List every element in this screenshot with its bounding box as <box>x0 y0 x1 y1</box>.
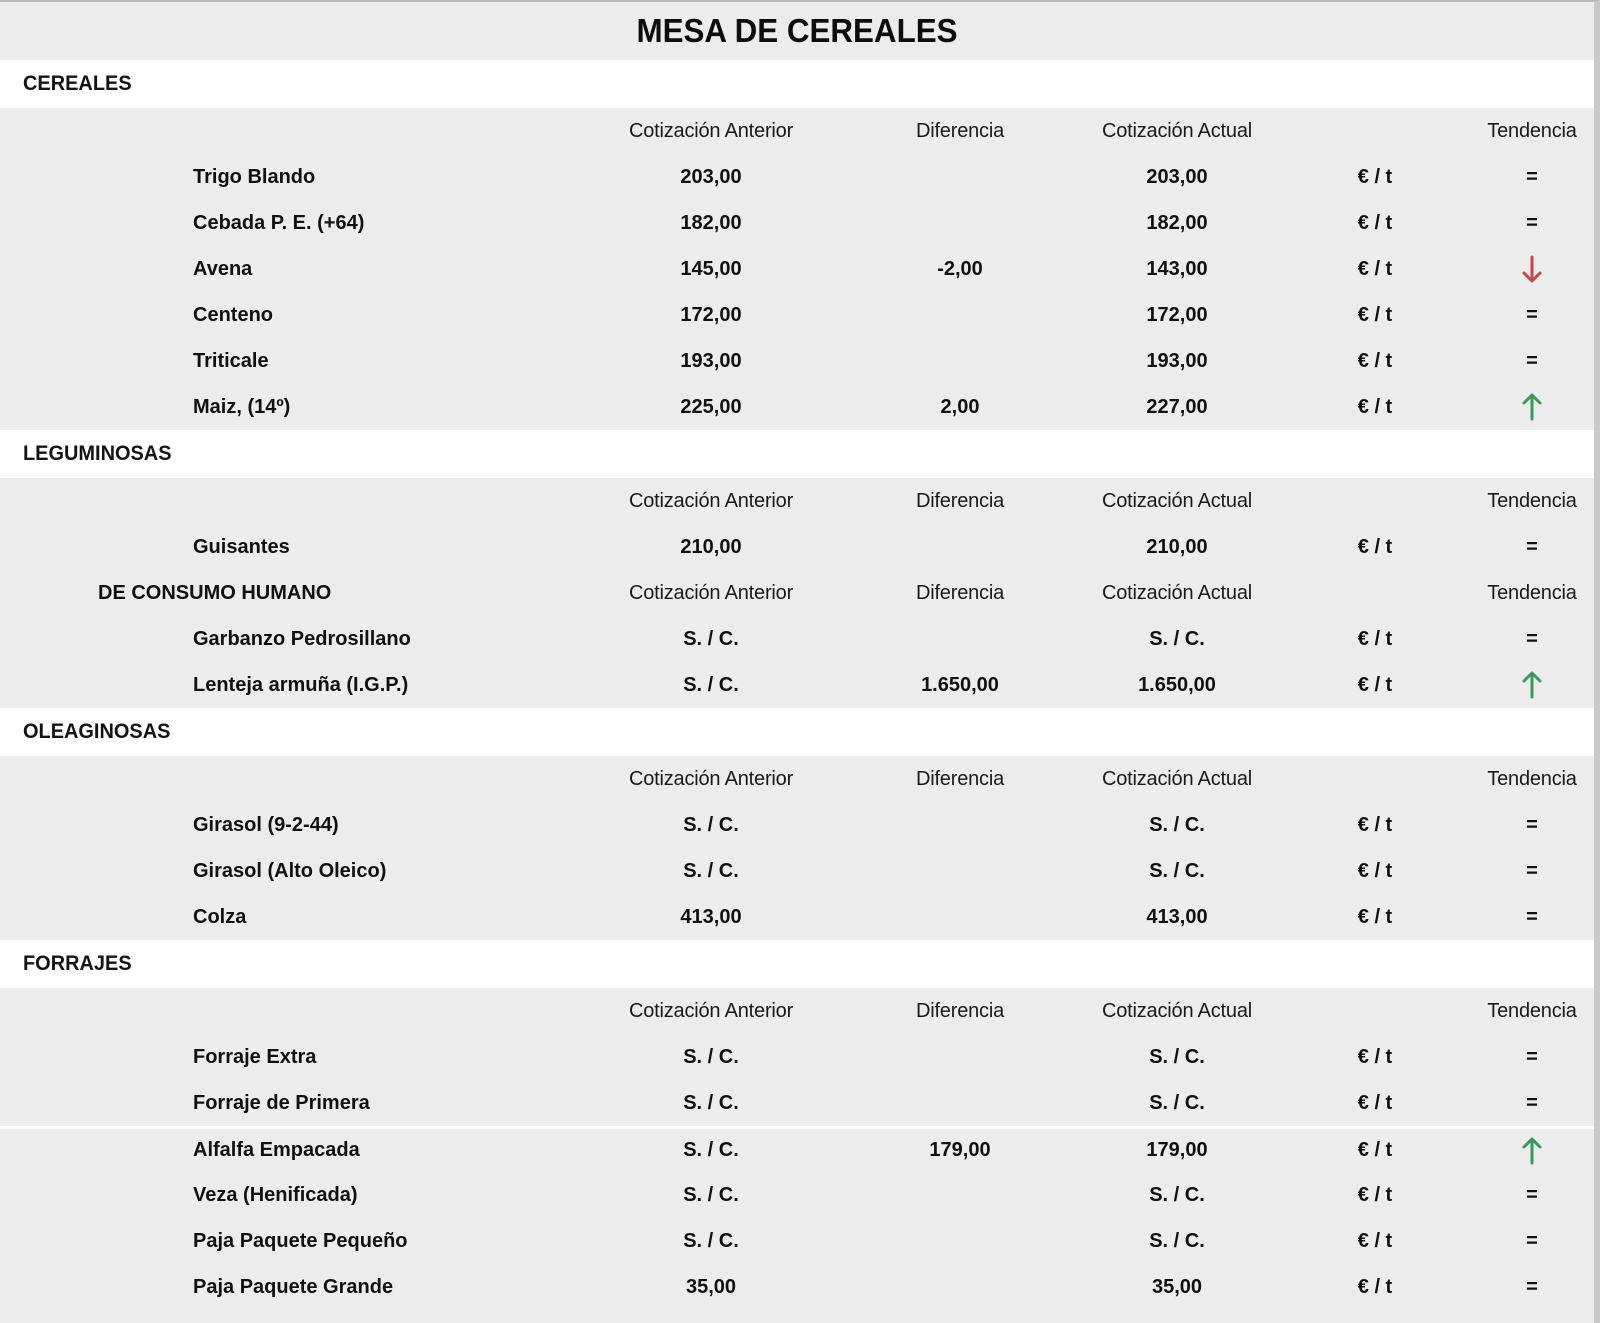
price-difference <box>900 802 1020 848</box>
price-difference <box>900 1034 1020 1080</box>
price-unit: € / t <box>1357 627 1393 650</box>
product-name: Paja Paquete Pequeño <box>193 1229 408 1252</box>
trend-indicator <box>1480 1218 1584 1264</box>
table-row <box>0 802 1594 848</box>
trend-indicator <box>1480 246 1584 292</box>
trend-indicator <box>1480 1264 1584 1310</box>
price-difference: 1.650,00 <box>921 673 999 696</box>
trend-indicator <box>1480 1034 1584 1080</box>
price-difference <box>900 338 1020 384</box>
column-header-trend: Tendencia <box>1487 581 1577 604</box>
current-price: 179,00 <box>1146 1139 1208 1161</box>
section-header-cereales <box>0 60 1594 108</box>
price-unit: € / t <box>1357 673 1393 696</box>
current-price: 203,00 <box>1146 165 1208 188</box>
column-header-row <box>0 108 1594 154</box>
previous-price: 225,00 <box>680 395 742 418</box>
table-row <box>0 524 1594 570</box>
current-price: S. / C. <box>1149 1229 1205 1252</box>
table-row <box>0 292 1594 338</box>
section-title: LEGUMINOSAS <box>23 442 172 465</box>
column-header-diff: Diferencia <box>915 119 1005 142</box>
current-price: S. / C. <box>1149 813 1205 836</box>
section-header-oleaginosas <box>0 708 1594 756</box>
price-unit: € / t <box>1357 1045 1393 1068</box>
trend-indicator <box>1480 848 1584 894</box>
previous-price: S. / C. <box>683 859 739 882</box>
price-unit: € / t <box>1357 257 1393 280</box>
price-difference <box>900 848 1020 894</box>
column-header-row <box>0 756 1594 802</box>
trend-indicator <box>1480 338 1584 384</box>
product-name: Lenteja armuña (I.G.P.) <box>193 673 409 696</box>
current-price: S. / C. <box>1149 1183 1205 1206</box>
price-unit: € / t <box>1357 1275 1393 1298</box>
price-unit: € / t <box>1357 303 1393 326</box>
previous-price: S. / C. <box>683 1139 739 1161</box>
product-name: Cebada P. E. (+64) <box>193 211 365 234</box>
product-name: Paja Paquete Grande <box>193 1275 394 1298</box>
table-row <box>0 384 1594 430</box>
equal-icon: = <box>1526 859 1538 882</box>
column-header-curr: Cotización Actual <box>1101 581 1253 604</box>
product-name: Alfalfa Empacada <box>193 1139 360 1161</box>
price-difference <box>900 154 1020 200</box>
current-price: S. / C. <box>1149 859 1205 882</box>
column-header-diff: Diferencia <box>915 581 1005 604</box>
price-difference <box>900 1172 1020 1218</box>
price-unit: € / t <box>1357 1139 1393 1161</box>
previous-price: S. / C. <box>683 1045 739 1068</box>
column-header-row <box>0 988 1594 1034</box>
table-row <box>0 338 1594 384</box>
product-name: Forraje de Primera <box>193 1091 370 1114</box>
current-price: 193,00 <box>1146 349 1208 372</box>
column-header-curr: Cotización Actual <box>1101 767 1253 790</box>
previous-price: S. / C. <box>683 813 739 836</box>
previous-price: 413,00 <box>680 905 742 928</box>
section-header-forrajes <box>0 940 1594 988</box>
price-unit: € / t <box>1357 905 1393 928</box>
product-name: Maiz, (14º) <box>193 395 291 418</box>
section-oleaginosas <box>0 756 1594 940</box>
section-title: CEREALES <box>23 72 132 95</box>
previous-price: 193,00 <box>680 349 742 372</box>
column-header-trend: Tendencia <box>1487 767 1577 790</box>
current-price: S. / C. <box>1149 1091 1205 1114</box>
price-unit: € / t <box>1357 349 1393 372</box>
product-name: Trigo Blando <box>193 165 316 188</box>
equal-icon: = <box>1526 1183 1538 1206</box>
column-header-diff: Diferencia <box>915 999 1005 1022</box>
subsection-header-row <box>0 570 1594 616</box>
current-price: S. / C. <box>1149 627 1205 650</box>
previous-price: 35,00 <box>685 1275 737 1298</box>
column-header-curr: Cotización Actual <box>1101 119 1253 142</box>
table-row <box>0 616 1594 662</box>
price-difference: -2,00 <box>937 257 983 280</box>
price-unit: € / t <box>1357 1183 1393 1206</box>
price-unit: € / t <box>1357 211 1393 234</box>
price-difference <box>900 616 1020 662</box>
current-price: 172,00 <box>1146 303 1208 326</box>
table-row <box>0 200 1594 246</box>
column-header-diff: Diferencia <box>915 489 1005 512</box>
section-leguminosas <box>0 478 1594 708</box>
product-name: Veza (Henificada) <box>193 1183 358 1206</box>
price-difference: 179,00 <box>929 1139 991 1161</box>
column-header-diff: Diferencia <box>915 767 1005 790</box>
table-row <box>0 662 1594 708</box>
equal-icon: = <box>1526 303 1538 326</box>
previous-price: S. / C. <box>683 627 739 650</box>
current-price: 35,00 <box>1151 1275 1203 1298</box>
price-difference <box>900 292 1020 338</box>
trend-indicator <box>1480 1172 1584 1218</box>
table-row <box>0 154 1594 200</box>
column-header-curr: Cotización Actual <box>1101 489 1253 512</box>
column-header-trend: Tendencia <box>1487 119 1577 142</box>
previous-price: 210,00 <box>680 535 742 558</box>
price-difference: 2,00 <box>940 395 980 418</box>
column-header-trend: Tendencia <box>1487 999 1577 1022</box>
trend-indicator <box>1480 200 1584 246</box>
price-unit: € / t <box>1357 1091 1393 1114</box>
arrow-down-icon <box>1520 254 1544 284</box>
column-header-row <box>0 478 1594 524</box>
previous-price: S. / C. <box>683 1183 739 1206</box>
current-price: 227,00 <box>1146 395 1208 418</box>
column-header-curr: Cotización Actual <box>1101 999 1253 1022</box>
trend-indicator <box>1480 662 1584 708</box>
table-row <box>0 246 1594 292</box>
equal-icon: = <box>1526 813 1538 836</box>
trend-indicator <box>1480 616 1584 662</box>
price-difference <box>900 1264 1020 1310</box>
product-name: Centeno <box>193 303 273 326</box>
arrow-up-icon <box>1520 1136 1544 1166</box>
current-price: 182,00 <box>1146 211 1208 234</box>
trend-indicator <box>1480 154 1584 200</box>
price-difference <box>900 1080 1020 1126</box>
section-header-leguminosas <box>0 430 1594 478</box>
equal-icon: = <box>1526 349 1538 372</box>
table-row <box>0 848 1594 894</box>
previous-price: S. / C. <box>683 1229 739 1252</box>
page-title: MESA DE CEREALES <box>636 12 958 49</box>
product-name: Girasol (Alto Oleico) <box>193 859 387 882</box>
previous-price: S. / C. <box>683 673 739 696</box>
product-name: Girasol (9-2-44) <box>193 813 339 836</box>
current-price: 143,00 <box>1146 257 1208 280</box>
price-difference <box>900 524 1020 570</box>
product-name: Guisantes <box>193 535 290 558</box>
product-name: Avena <box>193 257 253 280</box>
price-unit: € / t <box>1357 859 1393 882</box>
product-name: Forraje Extra <box>193 1045 317 1068</box>
price-difference <box>900 894 1020 940</box>
column-header-prev: Cotización Anterior <box>628 581 794 604</box>
section-title: OLEAGINOSAS <box>23 720 171 743</box>
product-name: Garbanzo Pedrosillano <box>193 627 411 650</box>
table-row <box>0 1264 1594 1310</box>
trend-indicator <box>1480 1080 1584 1126</box>
column-header-prev: Cotización Anterior <box>628 999 794 1022</box>
trend-indicator <box>1480 384 1584 430</box>
table-row <box>0 894 1594 940</box>
previous-price: 145,00 <box>680 257 742 280</box>
column-header-prev: Cotización Anterior <box>628 767 794 790</box>
price-unit: € / t <box>1357 813 1393 836</box>
table-row <box>0 1034 1594 1080</box>
equal-icon: = <box>1526 905 1538 928</box>
previous-price: 172,00 <box>680 303 742 326</box>
equal-icon: = <box>1526 165 1538 188</box>
price-unit: € / t <box>1357 165 1393 188</box>
previous-price: 203,00 <box>680 165 742 188</box>
equal-icon: = <box>1526 627 1538 650</box>
product-name: Colza <box>193 905 247 928</box>
trend-indicator <box>1480 1129 1584 1172</box>
table-row <box>0 1126 1594 1172</box>
equal-icon: = <box>1526 211 1538 234</box>
table-row <box>0 1172 1594 1218</box>
table-row <box>0 1080 1594 1126</box>
subsection-title: DE CONSUMO HUMANO <box>98 581 332 604</box>
previous-price: 182,00 <box>680 211 742 234</box>
equal-icon: = <box>1526 1229 1538 1252</box>
trend-indicator <box>1480 802 1584 848</box>
equal-icon: = <box>1526 1045 1538 1068</box>
section-forrajes <box>0 988 1594 1323</box>
section-cereales <box>0 108 1594 430</box>
current-price: 413,00 <box>1146 905 1208 928</box>
price-unit: € / t <box>1357 395 1393 418</box>
arrow-up-icon <box>1520 392 1544 422</box>
price-unit: € / t <box>1357 535 1393 558</box>
price-difference <box>900 1218 1020 1264</box>
current-price: 1.650,00 <box>1138 673 1216 696</box>
price-unit: € / t <box>1357 1229 1393 1252</box>
trend-indicator <box>1480 292 1584 338</box>
current-price: 210,00 <box>1146 535 1208 558</box>
table-row <box>0 1218 1594 1264</box>
arrow-up-icon <box>1520 670 1544 700</box>
equal-icon: = <box>1526 535 1538 558</box>
column-header-prev: Cotización Anterior <box>628 119 794 142</box>
section-title: FORRAJES <box>23 952 132 975</box>
trend-indicator <box>1480 524 1584 570</box>
current-price: S. / C. <box>1149 1045 1205 1068</box>
equal-icon: = <box>1526 1275 1538 1298</box>
title-band <box>0 2 1594 60</box>
column-header-trend: Tendencia <box>1487 489 1577 512</box>
previous-price: S. / C. <box>683 1091 739 1114</box>
price-difference <box>900 200 1020 246</box>
trend-indicator <box>1480 894 1584 940</box>
equal-icon: = <box>1526 1091 1538 1114</box>
column-header-prev: Cotización Anterior <box>628 489 794 512</box>
product-name: Triticale <box>193 349 269 372</box>
